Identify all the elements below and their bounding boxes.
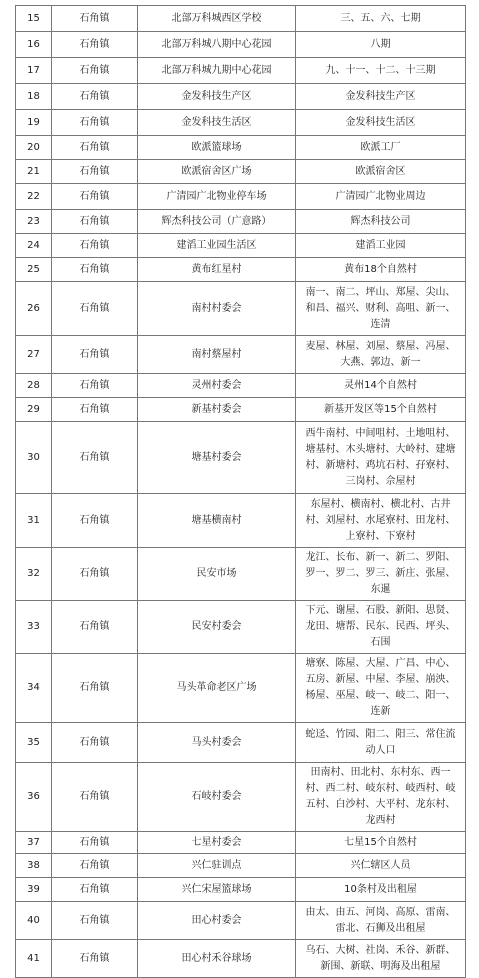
row-number: 35 — [16, 723, 52, 763]
row-number: 31 — [16, 494, 52, 548]
area-cell: 田南村、田北村、东村东、西一村、西二村、岐东村、岐西村、岐五村、白沙村、大平村、龙东村、龙西村 — [296, 763, 466, 832]
row-number: 20 — [16, 136, 52, 160]
table-row — [16, 374, 466, 398]
area-cell: 欧派宿舍区 — [296, 160, 466, 184]
area-cell: 建滔工业园 — [296, 234, 466, 258]
row-number: 19 — [16, 110, 52, 136]
table-row — [16, 32, 466, 58]
town-cell: 石角镇 — [52, 723, 138, 763]
row-number: 22 — [16, 184, 52, 210]
table-row — [16, 548, 466, 601]
area-cell: 龙江、长布、新一、新二、罗阳、罗一、罗二、罗三、新庄、张屋、东暹 — [296, 548, 466, 601]
site-cell: 黄布红星村 — [138, 258, 296, 282]
table-row — [16, 336, 466, 374]
site-cell: 塘基横南村 — [138, 494, 296, 548]
town-cell: 石角镇 — [52, 258, 138, 282]
row-number: 21 — [16, 160, 52, 184]
site-cell: 田心村委会 — [138, 902, 296, 940]
site-cell: 兴仁宋屋篮球场 — [138, 878, 296, 902]
area-cell: 灵州14个自然村 — [296, 374, 466, 398]
site-cell: 马头村委会 — [138, 723, 296, 763]
site-cell: 南村蔡屋村 — [138, 336, 296, 374]
table-row — [16, 422, 466, 494]
area-cell: 西牛南村、中间咀村、土地咀村、塘基村、木头塘村、大岭村、建塘村、新塘村、鸡坑石村、孖寮村、三岗村、佘屋村 — [296, 422, 466, 494]
row-number: 36 — [16, 763, 52, 832]
site-cell: 新基村委会 — [138, 398, 296, 422]
row-number: 18 — [16, 84, 52, 110]
site-cell: 田心村禾谷球场 — [138, 940, 296, 978]
town-cell: 石角镇 — [52, 878, 138, 902]
town-cell: 石角镇 — [52, 6, 138, 32]
town-cell: 石角镇 — [52, 763, 138, 832]
area-cell: 七星15个自然村 — [296, 832, 466, 854]
site-cell: 金发科技生活区 — [138, 110, 296, 136]
row-number: 40 — [16, 902, 52, 940]
site-cell: 建滔工业园生活区 — [138, 234, 296, 258]
table-row — [16, 282, 466, 336]
row-number: 16 — [16, 32, 52, 58]
table-row — [16, 84, 466, 110]
area-cell: 金发科技生产区 — [296, 84, 466, 110]
area-cell: 金发科技生活区 — [296, 110, 466, 136]
table-row — [16, 494, 466, 548]
area-cell: 塘寮、陈屋、大屋、广昌、中心、五房、新屋、中屋、李屋、崩泱、杨屋、巫屋、岐一、岐二、阳一、连新 — [296, 654, 466, 723]
row-number: 24 — [16, 234, 52, 258]
table-row — [16, 601, 466, 654]
town-cell: 石角镇 — [52, 601, 138, 654]
row-number: 41 — [16, 940, 52, 978]
row-number: 34 — [16, 654, 52, 723]
area-cell: 黄布18个自然村 — [296, 258, 466, 282]
table-row — [16, 110, 466, 136]
row-number: 17 — [16, 58, 52, 84]
table-row — [16, 136, 466, 160]
table-row — [16, 878, 466, 902]
site-cell: 兴仁驻训点 — [138, 854, 296, 878]
town-cell: 石角镇 — [52, 940, 138, 978]
row-number: 15 — [16, 6, 52, 32]
table-row — [16, 58, 466, 84]
town-cell: 石角镇 — [52, 654, 138, 723]
site-cell: 南村村委会 — [138, 282, 296, 336]
town-cell: 石角镇 — [52, 832, 138, 854]
town-cell: 石角镇 — [52, 398, 138, 422]
town-cell: 石角镇 — [52, 902, 138, 940]
row-number: 26 — [16, 282, 52, 336]
site-cell: 塘基村委会 — [138, 422, 296, 494]
row-number: 25 — [16, 258, 52, 282]
table-row — [16, 234, 466, 258]
site-cell: 北部万科城西区学校 — [138, 6, 296, 32]
site-cell: 石岐村委会 — [138, 763, 296, 832]
area-cell: 九、十一、十二、十三期 — [296, 58, 466, 84]
town-cell: 石角镇 — [52, 210, 138, 234]
table-row — [16, 854, 466, 878]
town-cell: 石角镇 — [52, 548, 138, 601]
area-cell: 南一、南二、坪山、郑屋、尖山、和昌、福兴、财利、高咀、新一、连清 — [296, 282, 466, 336]
row-number: 32 — [16, 548, 52, 601]
table-row — [16, 832, 466, 854]
town-cell: 石角镇 — [52, 422, 138, 494]
town-cell: 石角镇 — [52, 494, 138, 548]
area-cell: 辉杰科技公司 — [296, 210, 466, 234]
area-cell: 10条村及出租屋 — [296, 878, 466, 902]
town-cell: 石角镇 — [52, 234, 138, 258]
area-cell: 欧派工厂 — [296, 136, 466, 160]
table-row — [16, 723, 466, 763]
site-table — [15, 5, 466, 978]
area-cell: 新基开发区等15个自然村 — [296, 398, 466, 422]
table-row — [16, 940, 466, 978]
area-cell: 东屋村、横南村、横北村、古井村、刘屋村、水尾寮村、田龙村、上寮村、下寮村 — [296, 494, 466, 548]
area-cell: 广清园广北物业周边 — [296, 184, 466, 210]
area-cell: 八期 — [296, 32, 466, 58]
table-row — [16, 902, 466, 940]
site-cell: 欧派篮球场 — [138, 136, 296, 160]
town-cell: 石角镇 — [52, 58, 138, 84]
town-cell: 石角镇 — [52, 282, 138, 336]
row-number: 27 — [16, 336, 52, 374]
table-row — [16, 654, 466, 723]
row-number: 29 — [16, 398, 52, 422]
area-cell: 由太、由五、河岗、高原、雷南、雷北、石狮及出租屋 — [296, 902, 466, 940]
town-cell: 石角镇 — [52, 184, 138, 210]
area-cell: 乌石、大树、社岗、禾谷、新群、新围、新联、明海及出租屋 — [296, 940, 466, 978]
town-cell: 石角镇 — [52, 110, 138, 136]
table-row — [16, 258, 466, 282]
table-row — [16, 160, 466, 184]
row-number: 28 — [16, 374, 52, 398]
area-cell: 下元、谢屋、石股、新阳、思贤、龙田、塘帮、民东、民西、坪头、石围 — [296, 601, 466, 654]
town-cell: 石角镇 — [52, 84, 138, 110]
site-cell: 欧派宿舍区广场 — [138, 160, 296, 184]
town-cell: 石角镇 — [52, 32, 138, 58]
town-cell: 石角镇 — [52, 336, 138, 374]
site-cell: 北部万科城九期中心花园 — [138, 58, 296, 84]
row-number: 30 — [16, 422, 52, 494]
area-cell: 蛇迳、竹园、阳二、阳三、常住流动人口 — [296, 723, 466, 763]
row-number: 23 — [16, 210, 52, 234]
table-row — [16, 763, 466, 832]
site-cell: 北部万科城八期中心花园 — [138, 32, 296, 58]
site-table-body — [16, 6, 466, 978]
site-cell: 马头革命老区广场 — [138, 654, 296, 723]
site-cell: 民安市场 — [138, 548, 296, 601]
site-cell: 辉杰科技公司（广意路） — [138, 210, 296, 234]
table-row — [16, 398, 466, 422]
area-cell: 麦屋、林屋、刘屋、蔡屋、冯屋、大燕、郭边、新一 — [296, 336, 466, 374]
site-cell: 广清园广北物业停车场 — [138, 184, 296, 210]
area-cell: 兴仁辖区人员 — [296, 854, 466, 878]
area-cell: 三、五、六、七期 — [296, 6, 466, 32]
town-cell: 石角镇 — [52, 136, 138, 160]
site-cell: 灵州村委会 — [138, 374, 296, 398]
town-cell: 石角镇 — [52, 160, 138, 184]
site-cell: 金发科技生产区 — [138, 84, 296, 110]
row-number: 37 — [16, 832, 52, 854]
table-row — [16, 6, 466, 32]
row-number: 38 — [16, 854, 52, 878]
town-cell: 石角镇 — [52, 374, 138, 398]
table-row — [16, 210, 466, 234]
table-row — [16, 184, 466, 210]
site-cell: 民安村委会 — [138, 601, 296, 654]
site-cell: 七星村委会 — [138, 832, 296, 854]
town-cell: 石角镇 — [52, 854, 138, 878]
row-number: 33 — [16, 601, 52, 654]
row-number: 39 — [16, 878, 52, 902]
